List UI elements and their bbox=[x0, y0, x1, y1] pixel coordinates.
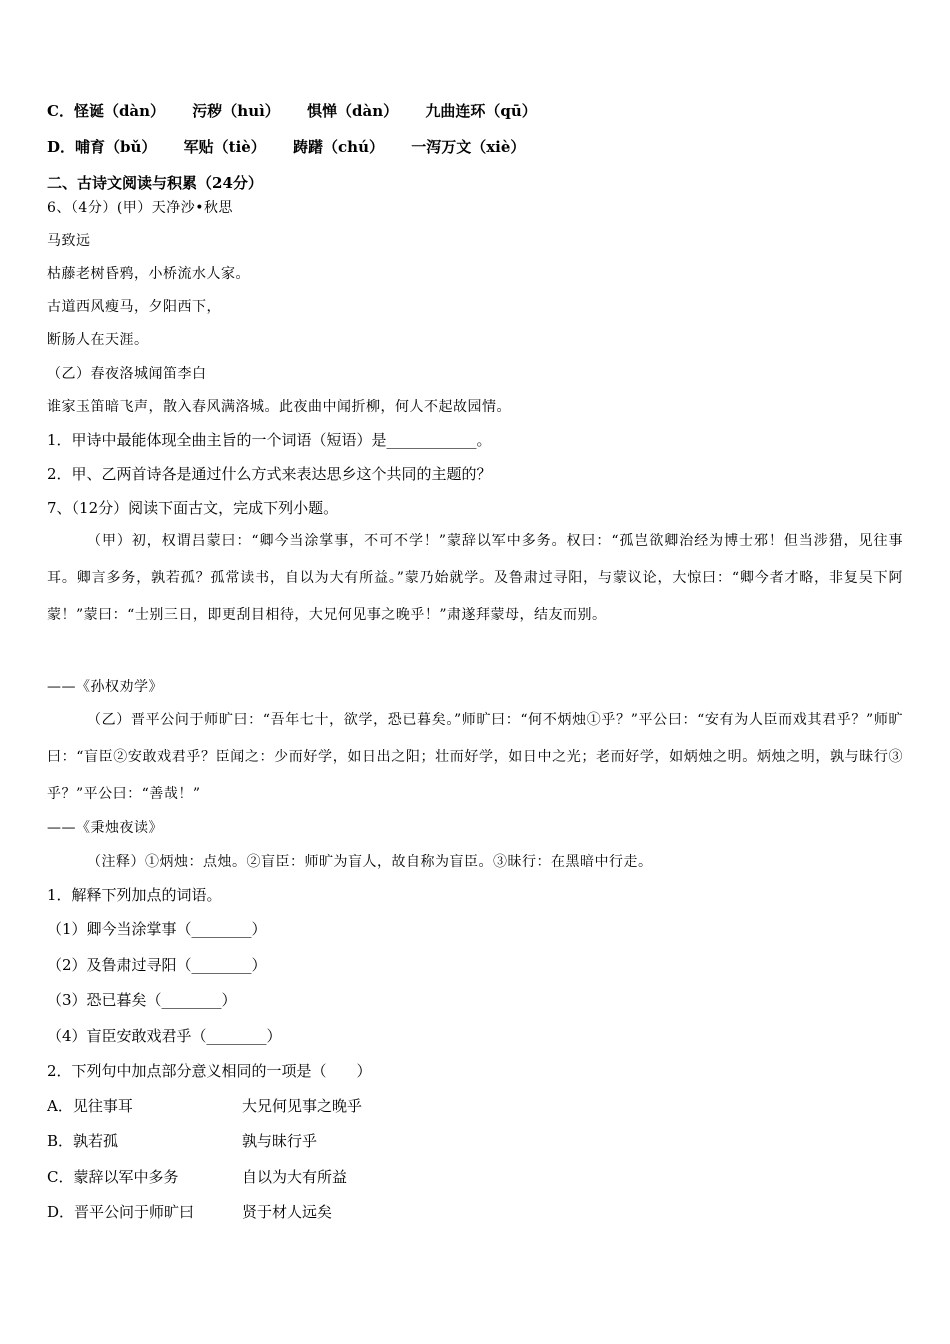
q7-source-jia: ——《孙权劝学》 bbox=[47, 679, 163, 695]
option-c-item-4: 九曲连环（qū） bbox=[425, 102, 537, 120]
q7-option-b-right: 孰与昧行乎 bbox=[242, 1132, 318, 1150]
q6-yi-title: （乙）春夜洛城闻笛李白 bbox=[47, 366, 207, 382]
option-c-row bbox=[47, 100, 537, 122]
option-c-item-3: 惧惮（dàn） bbox=[307, 102, 399, 120]
q7-option-c-right: 自以为大有所益 bbox=[242, 1168, 348, 1186]
q7-option-a-right: 大兄何见事之晚乎 bbox=[242, 1097, 363, 1115]
q7-option-d-left: D．晋平公问于师旷曰 bbox=[47, 1203, 195, 1221]
q6-sub2: 2．甲、乙两首诗各是通过什么方式来表达思乡这个共同的主题的？ bbox=[47, 465, 492, 483]
q7-option-a-left: A．见往事耳 bbox=[47, 1097, 133, 1115]
option-c-item-2: 污秽（huì） bbox=[192, 102, 280, 120]
option-d-item-3: 踌躇（chú） bbox=[293, 138, 384, 156]
q6-poem-line-3: 断肠人在天涯。 bbox=[47, 332, 149, 348]
q7-sub1-item-1: （1）卿今当涂掌事（________） bbox=[47, 920, 267, 938]
q7-option-d-right: 贤于材人远矣 bbox=[242, 1203, 333, 1221]
q7-sub1-item-3: （3）恐已暮矣（________） bbox=[47, 991, 237, 1009]
section-title: 二、古诗文阅读与积累（24分） bbox=[47, 174, 263, 192]
q7-sub1-item-2: （2）及鲁肃过寻阳（________） bbox=[47, 956, 267, 974]
q7-source-yi: ——《秉烛夜读》 bbox=[47, 820, 163, 836]
option-d-row bbox=[47, 136, 525, 158]
option-d-item-1: D．哺育（bǔ） bbox=[47, 138, 157, 156]
option-d-item-2: 军贴（tiè） bbox=[183, 138, 266, 156]
q6-poem-line-2: 古道西风瘦马，夕阳西下， bbox=[47, 299, 221, 315]
option-d-item-4: 一泻万文（xiè） bbox=[411, 138, 526, 156]
q7-sub2-prompt: 2．下列句中加点部分意义相同的一项是（ ） bbox=[47, 1062, 372, 1080]
q6-author: 马致远 bbox=[47, 233, 91, 249]
q7-passage-yi: （乙）晋平公问于师旷曰：“吾年七十，欲学，恐已暮矣。”师旷曰：“何不炳烛①乎？”平公曰：“安有为人臣而戏其君乎？”师旷曰：“盲臣②安敢戏君乎？臣闻之：少而好学，如日出之阳；壮而好学，如日中之光；老而好学，如炳烛之明。炳烛之明，孰与昧行③乎？”平公曰：“善哉！” bbox=[47, 712, 903, 802]
q7-option-b-left: B．孰若孤 bbox=[47, 1132, 119, 1150]
q6-sub1: 1．甲诗中最能体现全曲主旨的一个词语（短语）是____________。 bbox=[47, 431, 492, 449]
option-c-item-1: C．怪诞（dàn） bbox=[47, 102, 166, 120]
q7-notes: （注释）①炳烛：点烛。②盲臣：师旷为盲人，故自称为盲臣。③昧行：在黑暗中行走。 bbox=[87, 854, 653, 870]
q6-yi-poem: 谁家玉笛暗飞声，散入春风满洛城。此夜曲中闻折柳，何人不起故园情。 bbox=[47, 399, 511, 415]
q7-sub1-item-4: （4）盲臣安敢戏君乎（________） bbox=[47, 1027, 282, 1045]
q6-header: 6、（4分）(甲）天净沙•秋思 bbox=[47, 200, 234, 216]
q7-passage-jia: （甲）初，权谓吕蒙曰：“卿今当涂掌事，不可不学！”蒙辞以军中多务。权曰：“孤岂欲卿治经为博士邪！但当涉猎，见往事耳。卿言多务，孰若孤？孤常读书，自以为大有所益。”蒙乃始就学。及鲁肃过寻阳，与蒙议论，大惊曰：“卿今者才略，非复吴下阿蒙！”蒙曰：“士别三日，即更刮目相待，大兄何见事之晚乎！”肃遂拜蒙母，结友而别。 bbox=[47, 533, 903, 623]
q7-header: 7、（12分）阅读下面古文，完成下列小题。 bbox=[47, 499, 339, 517]
q6-poem-line-1: 枯藤老树昏鸦，小桥流水人家。 bbox=[47, 266, 250, 282]
q7-sub1-prompt: 1．解释下列加点的词语。 bbox=[47, 886, 222, 904]
q7-option-c-left: C．蒙辞以军中多务 bbox=[47, 1168, 179, 1186]
